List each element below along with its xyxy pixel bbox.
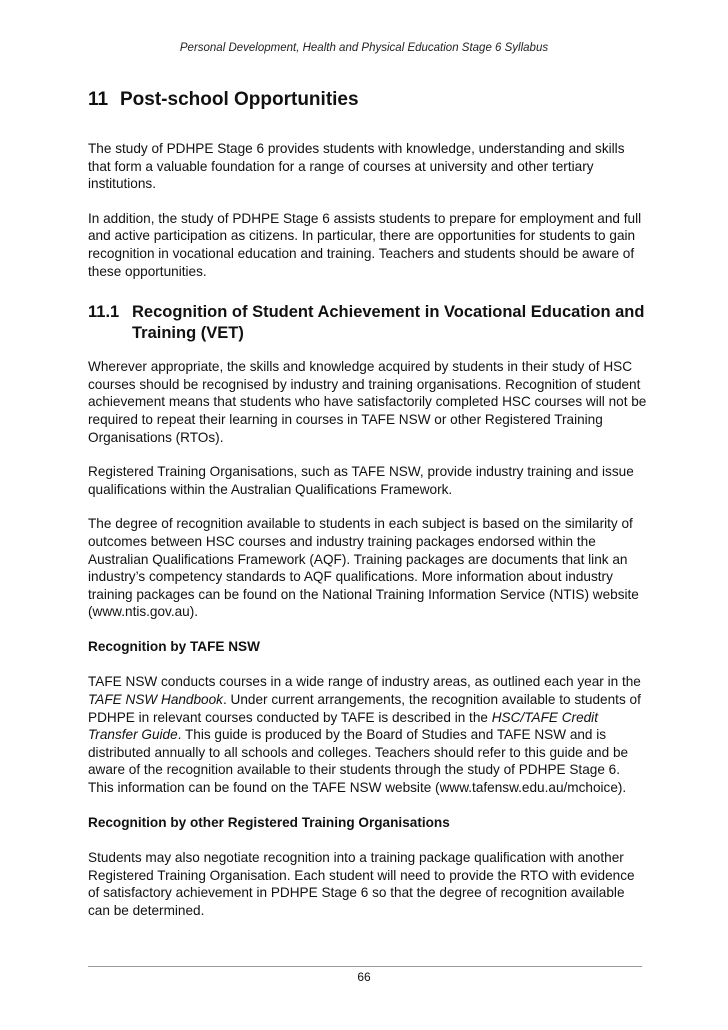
subsection-paragraph-1: Wherever appropriate, the skills and knowledge acquired by students in their study of HSC courses should be recognised by industry and training organisations. Recognition of student achievement means that students who have satisfactorily completed HSC courses will not be required to repeat their learning in courses in TAFE NSW or other Registered Training Organisations (RTOs). — [88, 359, 647, 445]
rto-paragraph: Students may also negotiate recognition into a training package qualification with another Registered Training Organisation. Each student will need to provide the RTO with evidence of satisfactory achievement in PDHPE Stage 6 so that the degree of recognition available can be determined. — [88, 850, 635, 918]
subsection-paragraph-3: The degree of recognition available to students in each subject is based on the similarity of outcomes between HSC courses and industry training packages endorsed within the Australian Qualifications Framework (AQF). Training packages are documents that link an industry’s competency standards to AQF qualifications. More information about industry training packages can be found on the National Training Information Service (NTIS) website (www.ntis.gov.au). — [88, 516, 639, 620]
rto-heading: Recognition by other Registered Training Organisations — [88, 814, 450, 830]
subsection-title: Recognition of Student Achievement in Vocational Education and Training (VET) — [132, 303, 645, 343]
running-header: Personal Development, Health and Physical Education Stage 6 Syllabus — [179, 42, 549, 54]
subsection-paragraph-2: Registered Training Organisations, such as TAFE NSW, provide industry training and issue qualifications within the Australian Qualifications Framework. — [88, 464, 634, 497]
tafe-paragraph — [88, 673, 648, 796]
section-title: Post-school Opportunities — [120, 89, 359, 110]
tafe-handbook-title: TAFE NSW Handbook — [88, 692, 223, 708]
section-number: 11 — [88, 89, 109, 110]
footer-divider — [88, 966, 642, 967]
tafe-text-3: . This guide is produced by the Board of Studies and TAFE NSW and is distributed annually to all schools and colleges. Teachers should refer to this guide and be aware of the recognition available to their students through the study of PDHPE Stage 6. This information can be found on the TAFE NSW website (www.tafensw.edu.au/mchoice). — [88, 727, 629, 796]
tafe-heading: Recognition by TAFE NSW — [88, 638, 260, 654]
credit-transfer-guide-title: HSC/TAFE Credit Transfer Guide — [88, 709, 598, 743]
section-paragraph-1: The study of PDHPE Stage 6 provides students with knowledge, understanding and skills that form a valuable foundation for a range of courses at university and other tertiary institutions. — [88, 141, 625, 192]
page-content — [88, 88, 648, 937]
tafe-text-1: TAFE NSW conducts courses in a wide range of industry areas, as outlined each year in the — [88, 674, 641, 690]
subsection-number: 11.1 — [88, 303, 120, 322]
subsection-heading — [88, 302, 648, 344]
tafe-text-2: . Under current arrangements, the recognition available to students of PDHPE in relevant courses conducted by TAFE is described in the — [88, 692, 641, 725]
section-heading — [88, 88, 648, 112]
page-number: 66 — [357, 970, 371, 984]
section-paragraph-2: In addition, the study of PDHPE Stage 6 assists students to prepare for employment and full and active participation as citizens. In particular, there are opportunities for students to gain recognition in vocational education and training. Teachers and students should be aware of these opportunities. — [88, 210, 642, 279]
